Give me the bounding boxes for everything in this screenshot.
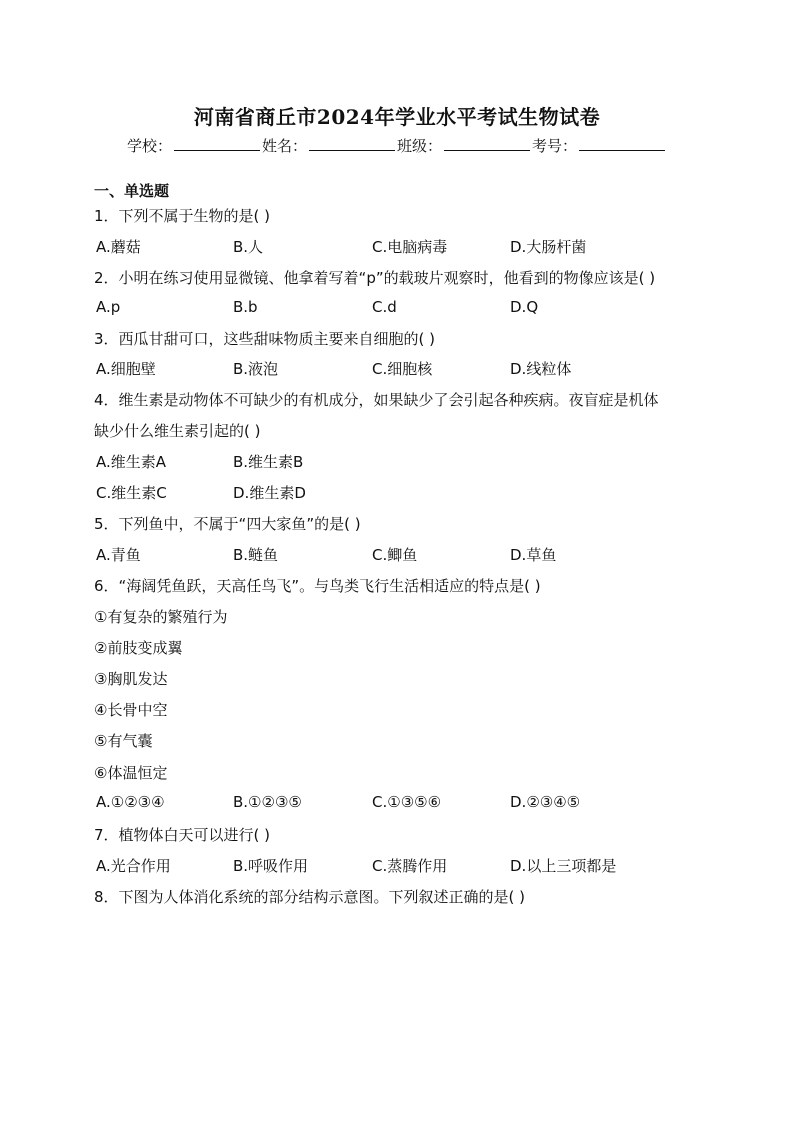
question-6-option-c: C.①③⑤⑥ [372,793,442,811]
question-6-stem: 6．“海阔凭鱼跃，天高任鸟飞”。与鸟类飞行生活相适应的特点是( ) [94,577,541,595]
school-label: 学校： [126,137,172,155]
question-1-option-a: A.蘑菇 [96,238,141,256]
question-3-stem: 3．西瓜甘甜可口，这些甜味物质主要来自细胞的( ) [94,330,436,348]
question-6-item-1: ①有复杂的繁殖行为 [94,608,228,626]
question-1-option-d: D.大肠杆菌 [510,238,587,256]
question-6-item-3: ③胸肌发达 [94,670,168,688]
question-4-stem-line-1: 4．维生素是动物体不可缺少的有机成分，如果缺少了会引起各种疾病。夜盲症是机体 [94,391,659,409]
question-1-option-c: C.电脑病毒 [372,238,448,256]
question-6-option-a: A.①②③④ [96,793,165,811]
question-1-stem: 1．下列不属于生物的是( ) [94,207,271,225]
question-5-option-c: C.鲫鱼 [372,546,418,564]
question-6-option-b: B.①②③⑤ [233,793,302,811]
question-7-option-a: A.光合作用 [96,857,171,875]
question-5-option-a: A.青鱼 [96,546,141,564]
exam-title: 河南省商丘市2024年学业水平考试生物试卷 [193,105,601,129]
class-label: 班级： [397,137,443,155]
question-6-item-4: ④长骨中空 [94,701,168,719]
exam-number-field [532,135,667,156]
question-2-option-d: D.Q [510,298,539,316]
question-7-stem: 7．植物体白天可以进行( ) [94,826,271,844]
question-3-option-b: B.液泡 [233,360,279,378]
question-3-option-a: A.细胞壁 [96,360,156,378]
question-7-option-c: C.蒸腾作用 [372,857,448,875]
school-blank [174,136,260,151]
name-label: 姓名： [261,137,307,155]
class-blank [444,136,530,151]
question-6-item-6: ⑥体温恒定 [94,764,168,782]
question-6-option-d: D.②③④⑤ [510,793,581,811]
question-6-item-2: ②前肢变成翼 [94,639,183,657]
question-4-stem-line-2: 缺少什么维生素引起的( ) [94,422,261,440]
question-7-option-d: D.以上三项都是 [510,857,617,875]
question-2-option-a: A.p [96,298,121,316]
student-info-line [0,135,794,156]
name-blank [309,136,395,151]
question-3-option-d: D.线粒体 [510,360,572,378]
question-5-option-d: D.草鱼 [510,546,557,564]
section-title: 一、单选题 [94,182,170,200]
question-7-option-b: B.呼吸作用 [233,857,309,875]
question-5-stem: 5．下列鱼中，不属于“四大家鱼”的是( ) [94,515,361,533]
question-1-option-b: B.人 [233,238,264,256]
question-4-option-d: D.维生素D [233,484,306,502]
exam-number-blank [579,136,665,151]
question-4-option-b: B.维生素B [233,453,304,471]
class-field [397,135,532,156]
question-4-option-a: A.维生素A [96,453,167,471]
question-2-option-c: C.d [372,298,397,316]
question-8-stem: 8．下图为人体消化系统的部分结构示意图。下列叙述正确的是( ) [94,888,526,906]
question-2-option-b: B.b [233,298,258,316]
school-field [127,135,262,156]
question-5-option-b: B.鲢鱼 [233,546,279,564]
question-3-option-c: C.细胞核 [372,360,433,378]
name-field [262,135,397,156]
question-2-stem: 2．小明在练习使用显微镜、他拿着写着“p”的载玻片观察时，他看到的物像应该是( ) [94,269,656,287]
question-4-option-c: C.维生素C [96,484,167,502]
question-6-item-5: ⑤有气囊 [94,732,153,750]
exam-number-label: 考号： [532,137,578,155]
